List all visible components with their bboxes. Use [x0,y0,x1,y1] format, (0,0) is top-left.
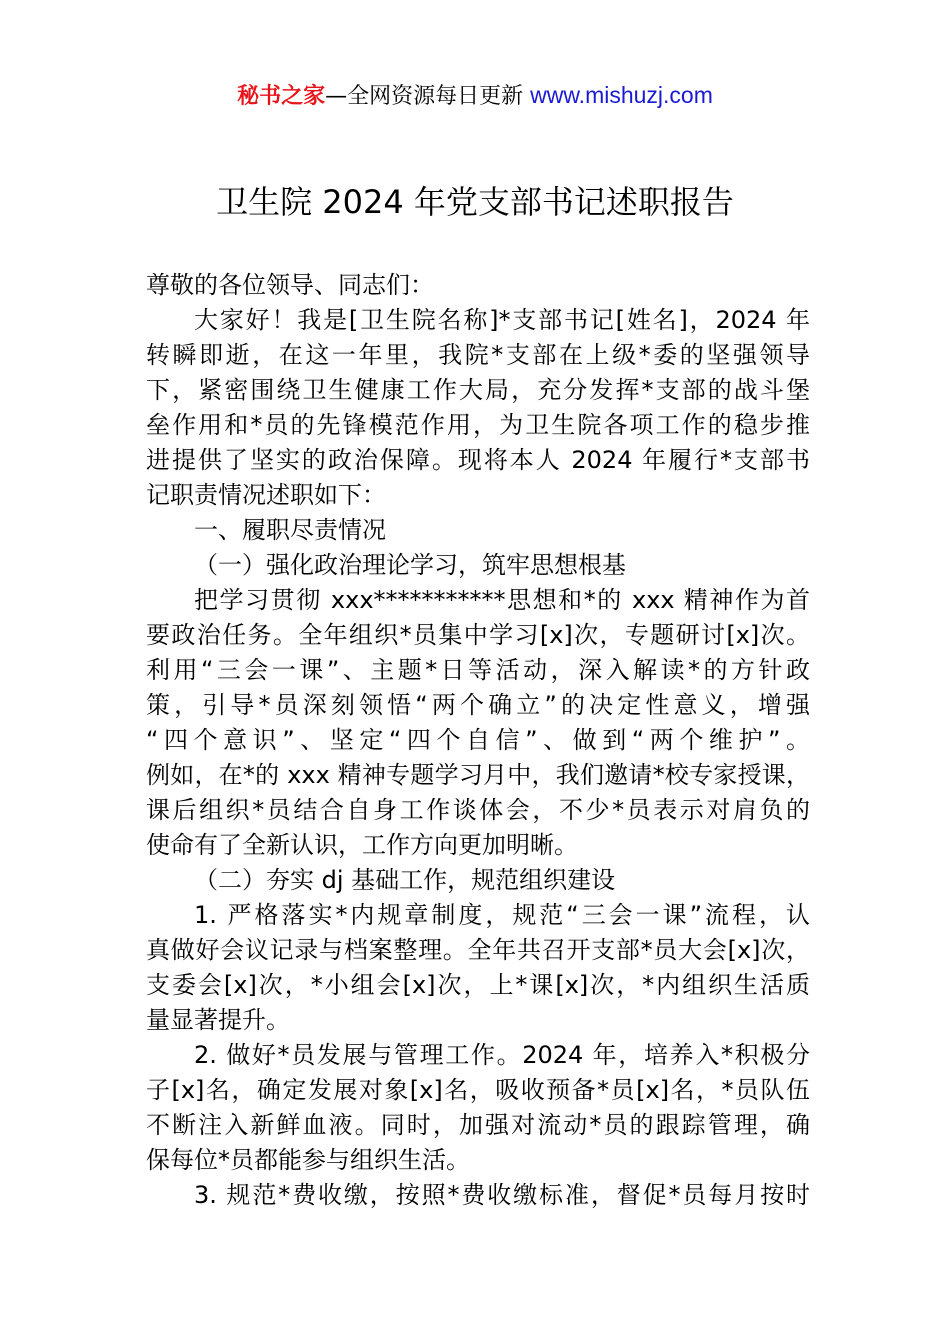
paragraph-line: 3. 规范*费收缴，按照*费收缴标准，督促*员每月按时 [194,1181,810,1209]
site-tagline: —全网资源每日更新 [325,84,531,109]
paragraph-line: 一、履职尽责情况 [194,516,386,544]
paragraph-line: 例如，在*的 xxx 精神专题学习月中，我们邀请*校专家授课， [146,761,810,789]
paragraph-line: 真做好会议记录与档案整理。全年共召开支部*员大会[x]次， [146,936,810,964]
document-body [146,268,810,1213]
paragraph-line: 大家好！我是[卫生院名称]*支部书记[姓名]，2024 年 [194,306,810,334]
paragraph-line: 垒作用和*员的先锋模范作用，为卫生院各项工作的稳步推 [146,411,810,439]
document-title: 卫生院 2024 年党支部书记述职报告 [216,183,734,221]
paragraph-line: 利用“三会一课”、主题*日等活动，深入解读*的方针政 [146,656,810,684]
paragraph-line: 使命有了全新认识，工作方向更加明晰。 [146,831,578,859]
paragraph-line: 进提供了坚实的政治保障。现将本人 2024 年履行*支部书 [146,446,810,474]
paragraph-line: 2. 做好*员发展与管理工作。2024 年，培养入*积极分 [194,1041,810,1069]
paragraph-line: 把学习贯彻 xxx***********思想和*的 xxx 精神作为首 [194,586,810,614]
paragraph-line: 转瞬即逝，在这一年里，我院*支部在上级*委的坚强领导 [146,341,810,369]
site-header-banner [0,80,950,112]
paragraph-line: 下，紧密围绕卫生健康工作大局，充分发挥*支部的战斗堡 [146,376,810,404]
paragraph-line: 课后组织*员结合自身工作谈体会，不少*员表示对肩负的 [146,796,810,824]
paragraph-line: 不断注入新鲜血液。同时，加强对流动*员的跟踪管理，确 [146,1111,810,1139]
site-url-link[interactable]: www.mishuzj.com [530,82,713,108]
paragraph-line: 子[x]名，确定发展对象[x]名，吸收预备*员[x]名，*员队伍 [146,1076,810,1104]
paragraph-line: 尊敬的各位领导、同志们： [146,271,434,299]
site-brand-name: 秘书之家 [237,84,326,109]
paragraph-line: 支委会[x]次，*小组会[x]次，上*课[x]次，*内组织生活质 [146,971,810,999]
paragraph-line: “四个意识”、坚定“四个自信”、做到“两个维护”。 [146,726,810,754]
paragraph-line: 记职责情况述职如下： [146,481,386,509]
paragraph-line: 1. 严格落实*内规章制度，规范“三会一课”流程，认 [194,901,810,929]
paragraph-line: 策，引导*员深刻领悟“两个确立”的决定性意义，增强 [146,691,810,719]
paragraph-line: 量显著提升。 [146,1006,290,1034]
paragraph-line: （二）夯实 dj 基础工作，规范组织建设 [194,866,616,894]
paragraph-line: 要政治任务。全年组织*员集中学习[x]次，专题研讨[x]次。 [146,621,810,649]
paragraph-line: （一）强化政治理论学习，筑牢思想根基 [194,551,626,579]
paragraph-line: 保每位*员都能参与组织生活。 [146,1146,470,1174]
